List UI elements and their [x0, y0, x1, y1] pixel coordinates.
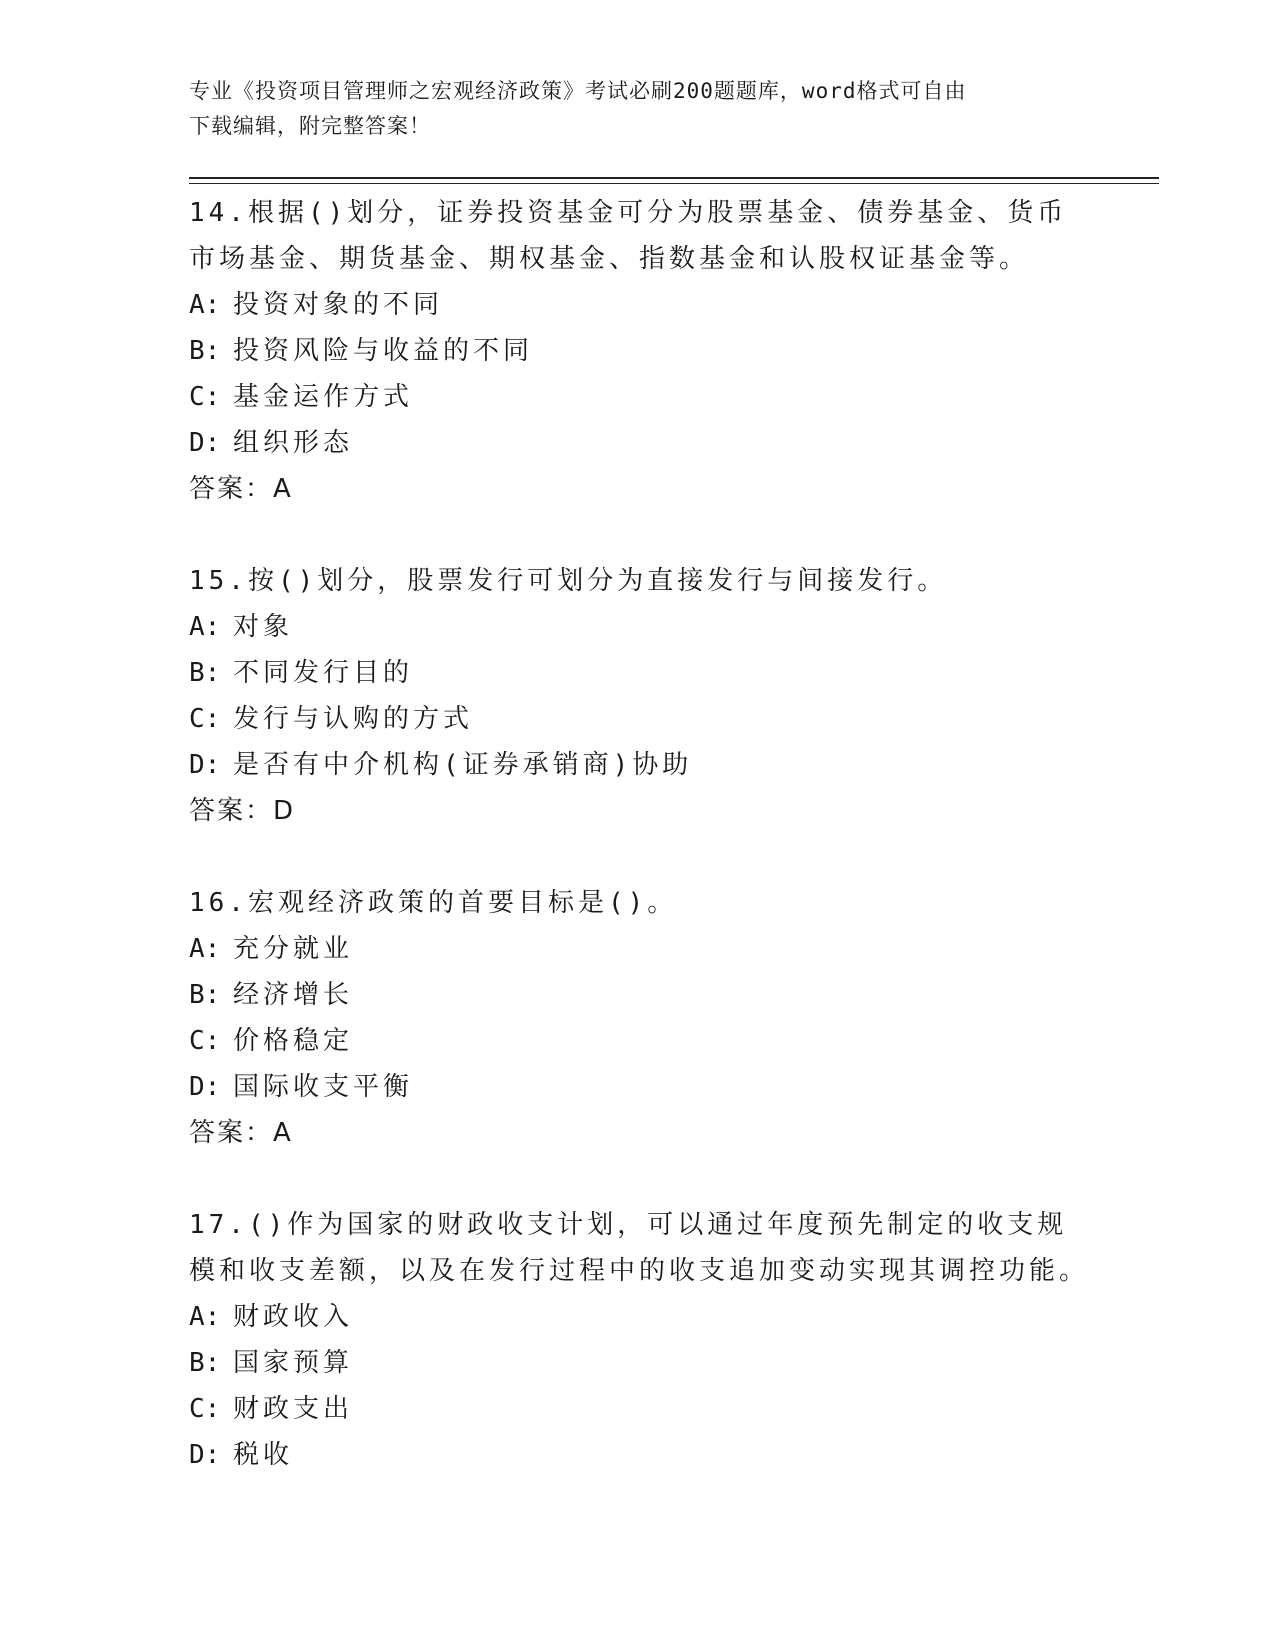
document-header: [189, 74, 1089, 144]
option-letter: A:: [189, 290, 221, 320]
option-b: [189, 972, 1089, 1018]
option-a: [189, 926, 1089, 972]
option-letter: D:: [189, 1072, 221, 1102]
option-b: [189, 1340, 1089, 1386]
question-text: 16.宏观经济政策的首要目标是()。: [189, 888, 678, 918]
question-text: 15.按()划分，股票发行可划分为直接发行与间接发行。: [189, 566, 948, 596]
option-text: 不同发行目的: [233, 658, 414, 688]
option-a: [189, 1294, 1089, 1340]
option-d: [189, 420, 1089, 466]
option-letter: A:: [189, 1302, 221, 1332]
option-letter: C:: [189, 382, 221, 412]
question-text: 17.()作为国家的财政收支计划，可以通过年度预先制定的收支规模和收支差额，以及在发行过程中的收支追加变动实现其调控功能。: [189, 1210, 1090, 1286]
option-text: 国家预算: [233, 1348, 354, 1378]
option-c: [189, 1018, 1089, 1064]
option-d: [189, 742, 1089, 788]
option-text: 投资对象的不同: [233, 290, 444, 320]
option-letter: D:: [189, 428, 221, 458]
option-a: [189, 604, 1089, 650]
question-list: [189, 190, 1089, 1524]
option-letter: B:: [189, 980, 221, 1010]
option-d: [189, 1432, 1089, 1478]
option-b: [189, 650, 1089, 696]
option-text: 对象: [233, 612, 294, 642]
option-d: [189, 1064, 1089, 1110]
option-text: 是否有中介机构(证券承销商)协助: [233, 750, 693, 780]
option-text: 组织形态: [233, 428, 354, 458]
option-c: [189, 1386, 1089, 1432]
option-letter: D:: [189, 1440, 221, 1470]
option-text: 发行与认购的方式: [233, 704, 474, 734]
option-letter: B:: [189, 336, 221, 366]
option-text: 投资风险与收益的不同: [233, 336, 534, 366]
answer-text: 答案：D: [189, 796, 296, 826]
option-letter: C:: [189, 1026, 221, 1056]
option-letter: A:: [189, 934, 221, 964]
option-letter: C:: [189, 1394, 221, 1424]
option-text: 价格稳定: [233, 1026, 354, 1056]
option-letter: A:: [189, 612, 221, 642]
header-divider-thick: [189, 177, 1159, 179]
header-line-1: 专业《投资项目管理师之宏观经济政策》考试必刷200题题库，word格式可自由: [189, 79, 967, 103]
option-text: 财政支出: [233, 1394, 354, 1424]
option-text: 财政收入: [233, 1302, 354, 1332]
option-b: [189, 328, 1089, 374]
question-text: 14.根据()划分，证券投资基金可分为股票基金、债券基金、货币市场基金、期货基金、期权基金、指数基金和认股权证基金等。: [189, 198, 1068, 274]
question-17: [189, 1202, 1089, 1478]
option-c: [189, 696, 1089, 742]
header-line-2: 下载编辑，附完整答案！: [189, 114, 431, 138]
option-text: 经济增长: [233, 980, 354, 1010]
option-letter: B:: [189, 658, 221, 688]
option-text: 税收: [233, 1440, 294, 1470]
question-16: [189, 880, 1089, 1156]
option-letter: D:: [189, 750, 221, 780]
option-text: 基金运作方式: [233, 382, 414, 412]
answer-text: 答案：A: [189, 474, 293, 504]
option-letter: C:: [189, 704, 221, 734]
option-letter: B:: [189, 1348, 221, 1378]
answer-text: 答案：A: [189, 1118, 293, 1148]
option-a: [189, 282, 1089, 328]
question-15: [189, 558, 1089, 834]
option-text: 国际收支平衡: [233, 1072, 414, 1102]
header-divider-thin: [189, 183, 1159, 184]
option-text: 充分就业: [233, 934, 354, 964]
option-c: [189, 374, 1089, 420]
question-14: [189, 190, 1089, 512]
